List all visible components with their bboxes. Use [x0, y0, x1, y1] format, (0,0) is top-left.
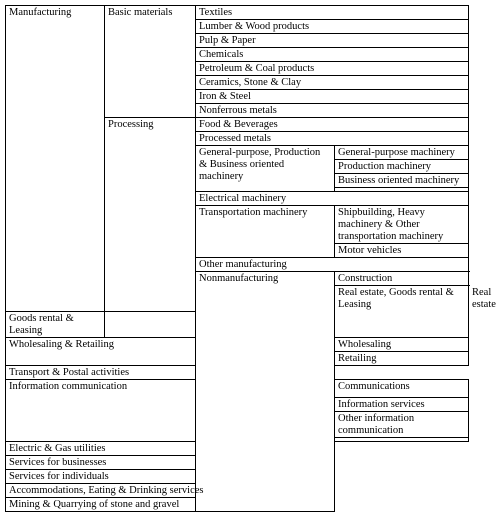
industry-mining-quarrying: Mining & Quarrying of stone and gravel — [6, 498, 335, 512]
industry-nonferrous-metals: Nonferrous metals — [196, 104, 469, 118]
subindustry-other-information-communication: Other information communication — [335, 412, 469, 438]
subindustry-production-machinery: Production machinery — [335, 160, 469, 174]
category-basic-materials: Basic materials — [105, 6, 196, 118]
subindustry-goods-rental-leasing: Goods rental & Leasing — [6, 312, 105, 338]
sector-manufacturing: Manufacturing — [6, 6, 105, 312]
subindustry-retailing: Retailing — [335, 352, 469, 366]
category-processing: Processing — [105, 118, 196, 312]
industry-electric-gas-utilities: Electric & Gas utilities — [6, 442, 335, 456]
industry-general-production-business-machinery: General-purpose, Production & Business oriented machinery — [196, 146, 335, 192]
industry-transportation-machinery: Transportation machinery — [196, 206, 335, 258]
industry-food-beverages: Food & Beverages — [196, 118, 469, 132]
industry-information-communication: Information communication — [6, 380, 196, 442]
industry-lumber-wood: Lumber & Wood products — [196, 20, 469, 34]
industry-real-estate-goods-rental-leasing: Real estate, Goods rental & Leasing — [335, 286, 469, 338]
industry-accommodations-eating-drinking: Accommodations, Eating & Drinking services — [6, 484, 335, 498]
industry-pulp-paper: Pulp & Paper — [196, 34, 469, 48]
industry-chemicals: Chemicals — [196, 48, 469, 62]
subindustry-communications: Communications — [335, 380, 469, 398]
table-row — [6, 498, 469, 512]
industry-classification-table — [5, 5, 496, 512]
sector-nonmanufacturing: Nonmanufacturing — [196, 272, 335, 512]
industry-iron-steel: Iron & Steel — [196, 90, 469, 104]
industry-services-for-individuals: Services for individuals — [6, 470, 335, 484]
industry-textiles: Textiles — [196, 6, 469, 20]
table-row — [6, 470, 469, 484]
subindustry-wholesaling: Wholesaling — [335, 338, 469, 352]
subindustry-shipbuilding-heavy-machinery: Shipbuilding, Heavy machinery & Other transportation machinery — [335, 206, 469, 244]
table-row — [6, 366, 469, 380]
subindustry-business-oriented-machinery: Business oriented machinery — [335, 174, 469, 188]
table-row — [6, 484, 469, 498]
industry-other-manufacturing: Other manufacturing — [196, 258, 469, 272]
table-row — [6, 6, 469, 20]
subindustry-blank — [335, 438, 469, 442]
table-row — [6, 442, 469, 456]
industry-wholesaling-retailing: Wholesaling & Retailing — [6, 338, 196, 366]
subindustry-information-services: Information services — [335, 398, 469, 412]
subindustry-general-purpose-machinery: General-purpose machinery — [335, 146, 469, 160]
table-row — [6, 456, 469, 470]
subindustry-motor-vehicles: Motor vehicles — [335, 244, 469, 258]
table-row: Real estate, Goods rental & Leasing Real estate — [6, 286, 469, 312]
industry-construction: Construction — [335, 272, 469, 286]
industry-services-for-businesses: Services for businesses — [6, 456, 335, 470]
industry-electrical-machinery: Electrical machinery — [196, 192, 469, 206]
industry-processed-metals: Processed metals — [196, 132, 469, 146]
industry-ceramics-stone-clay: Ceramics, Stone & Clay — [196, 76, 469, 90]
industry-petroleum-coal: Petroleum & Coal products — [196, 62, 469, 76]
industry-transport-postal: Transport & Postal activities — [6, 366, 335, 380]
